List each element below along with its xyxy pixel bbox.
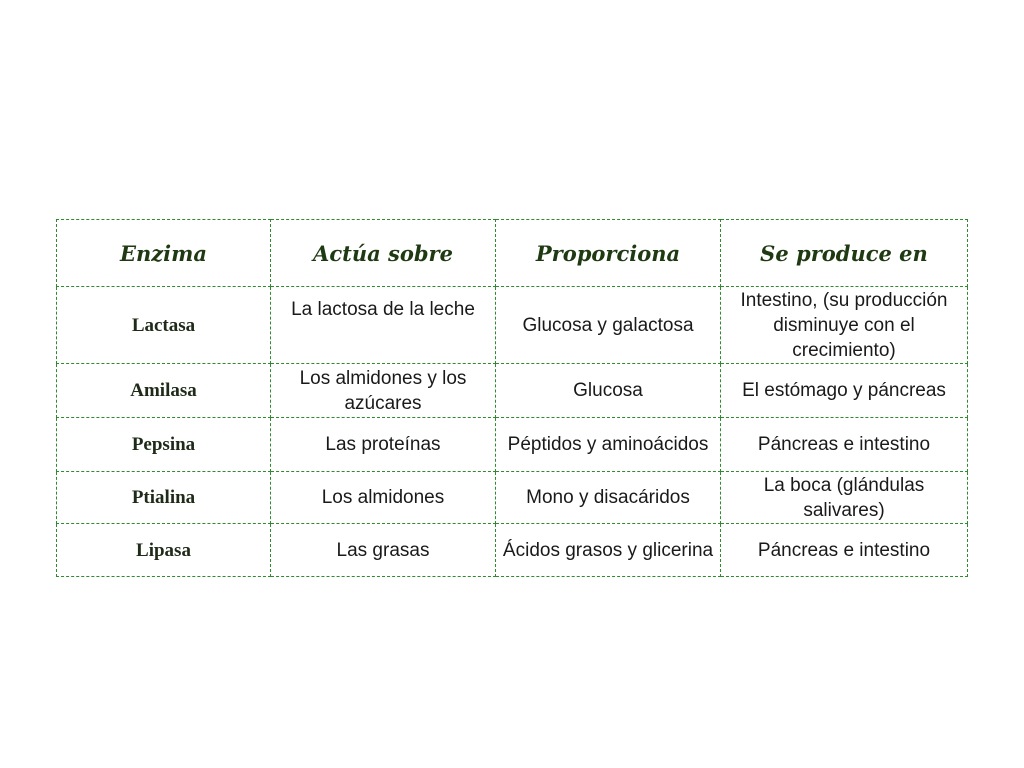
header-acts-on: Actúa sobre [271, 220, 496, 287]
cell-acts-on: Los almidones y los azúcares [271, 364, 496, 418]
cell-enzyme: Pepsina [57, 418, 271, 472]
table-header-row [57, 220, 968, 287]
table-row [57, 364, 968, 418]
cell-produced-in: El estómago y páncreas [721, 364, 968, 418]
cell-produced-in: Intestino, (su producción disminuye con el crecimiento) [721, 287, 968, 364]
cell-acts-on-text: La lactosa de la leche [291, 298, 475, 320]
cell-produced-in: Páncreas e intestino [721, 524, 968, 577]
table-row [57, 472, 968, 524]
cell-enzyme: Lactasa [57, 287, 271, 364]
cell-acts-on: Los almidones [271, 472, 496, 524]
cell-enzyme: Lipasa [57, 524, 271, 577]
header-produced-in: Se produce en [721, 220, 968, 287]
table-row [57, 287, 968, 364]
table-row [57, 418, 968, 472]
header-provides: Proporciona [496, 220, 721, 287]
table-row [57, 524, 968, 577]
header-enzyme: Enzima [57, 220, 271, 287]
cell-provides: Mono y disacáridos [496, 472, 721, 524]
cell-provides: Glucosa y galactosa [496, 287, 721, 364]
cell-enzyme: Amilasa [57, 364, 271, 418]
cell-acts-on: Las grasas [271, 524, 496, 577]
cell-acts-on: Las proteínas [271, 418, 496, 472]
cell-produced-in: Páncreas e intestino [721, 418, 968, 472]
cell-produced-in: La boca (glándulas salivares) [721, 472, 968, 524]
cell-provides: Glucosa [496, 364, 721, 418]
cell-acts-on [271, 287, 496, 364]
cell-provides: Ácidos grasos y glicerina [496, 524, 721, 577]
enzyme-table [56, 219, 968, 577]
cell-provides: Péptidos y aminoácidos [496, 418, 721, 472]
cell-enzyme: Ptialina [57, 472, 271, 524]
